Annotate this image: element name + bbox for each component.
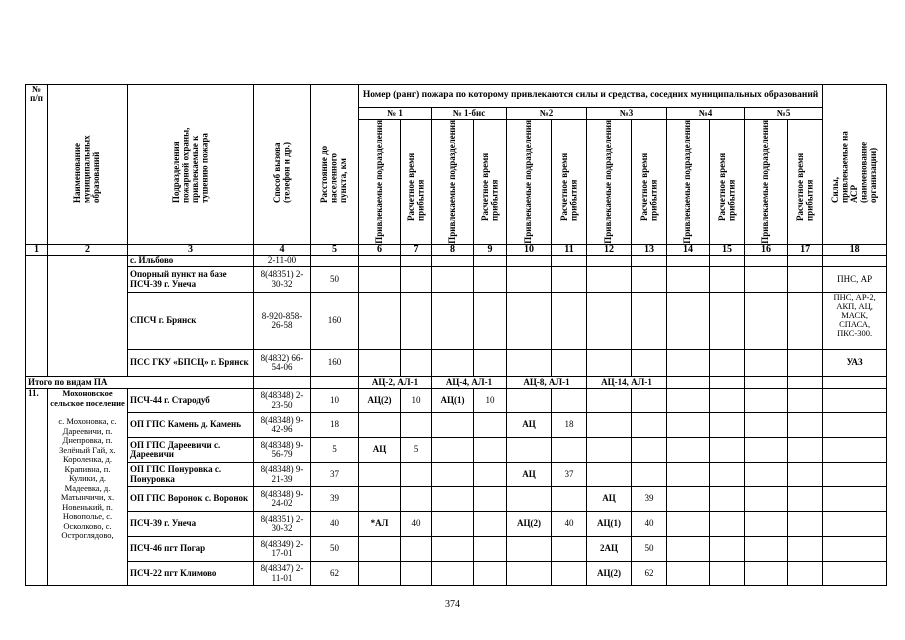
table-cell <box>507 389 552 413</box>
table-cell <box>432 293 474 350</box>
table-row <box>26 537 887 562</box>
table-cell <box>788 487 823 512</box>
table-cell: 11 <box>552 244 587 256</box>
table-cell <box>632 413 667 438</box>
table-cell <box>474 267 507 293</box>
table-cell <box>710 562 745 586</box>
table-cell <box>587 293 632 350</box>
table-cell: АЦ <box>507 463 552 487</box>
page-number: 374 <box>445 599 460 610</box>
table-row <box>26 256 887 267</box>
table-cell: ПСЧ-46 пгт Погар <box>128 537 254 562</box>
table-cell: 40 <box>401 512 432 537</box>
table-cell <box>667 389 710 413</box>
table-cell <box>788 293 823 350</box>
table-row <box>26 389 887 413</box>
table-cell <box>432 413 474 438</box>
table-cell: 18 <box>311 413 359 438</box>
table-cell: 37 <box>552 463 587 487</box>
table-cell <box>474 256 507 267</box>
table-cell <box>823 413 887 438</box>
table-cell: АЦ(1) <box>432 389 474 413</box>
table-cell <box>587 350 632 377</box>
table-cell <box>432 256 474 267</box>
table-cell: 8(48349) 2-17-01 <box>254 537 311 562</box>
table-cell <box>745 377 788 389</box>
table-row <box>26 463 887 487</box>
table-cell: 13 <box>632 244 667 256</box>
table-cell: ПСЧ-44 г. Стародуб <box>128 389 254 413</box>
table-cell <box>311 377 359 389</box>
table-cell: ПНС, АР <box>823 267 887 293</box>
table-cell: 8(48348) 9-56-79 <box>254 438 311 463</box>
table-cell <box>667 537 710 562</box>
table-cell: 15 <box>710 244 745 256</box>
table-cell <box>667 562 710 586</box>
table-cell: АЦ-2, АЛ-1 <box>359 377 432 389</box>
table-cell <box>507 487 552 512</box>
table-cell <box>552 438 587 463</box>
table-cell <box>667 267 710 293</box>
table-cell: 12 <box>587 244 632 256</box>
table-cell: АЦ(2) <box>587 562 632 586</box>
table-cell <box>474 512 507 537</box>
header-distance: Расстояние до населенного пункта, км <box>311 85 359 245</box>
table-cell <box>788 562 823 586</box>
header-num: № п/п <box>26 85 48 245</box>
table-cell <box>745 413 788 438</box>
table-cell <box>552 350 587 377</box>
table-cell <box>710 389 745 413</box>
table-cell <box>788 350 823 377</box>
table-cell: 50 <box>632 537 667 562</box>
table-cell <box>710 438 745 463</box>
table-cell: Итого по видам ПА <box>26 377 254 389</box>
sub-time-1: Расчетное время прибытия <box>401 120 432 245</box>
row-number: 11. <box>26 389 48 586</box>
table-cell <box>632 256 667 267</box>
table-cell <box>432 512 474 537</box>
table-row <box>26 487 887 512</box>
table-cell: 40 <box>311 512 359 537</box>
table-cell: ОП ГПС Воронок с. Воронок <box>128 487 254 512</box>
table-cell: 8(48348) 9-24-02 <box>254 487 311 512</box>
table-cell <box>788 512 823 537</box>
table-cell <box>823 389 887 413</box>
table-cell <box>632 293 667 350</box>
table-cell <box>823 256 887 267</box>
table-cell <box>359 256 401 267</box>
table-cell <box>507 438 552 463</box>
table-cell <box>507 293 552 350</box>
table-cell: 8(48348) 9-21-39 <box>254 463 311 487</box>
table-cell: АЦ-14, АЛ-1 <box>587 377 667 389</box>
header-rank-title: Номер (ранг) пожара по которому привлекаются силы и средства, соседних муниципальных образований <box>359 85 823 108</box>
table-cell <box>710 537 745 562</box>
header-municipality: Наименование муниципальных образований <box>48 85 128 245</box>
header-units: Подразделения пожарной охраны, привлекаемые к тушению пожара <box>128 85 254 245</box>
table-cell: 17 <box>788 244 823 256</box>
table-cell: 5 <box>311 438 359 463</box>
table-cell: *АЛ <box>359 512 401 537</box>
table-cell <box>745 562 788 586</box>
table-cell <box>432 267 474 293</box>
header-call: Способ вызова (телефон и др.) <box>254 85 311 245</box>
table-cell <box>432 463 474 487</box>
table-cell: 160 <box>311 350 359 377</box>
table-cell: 5 <box>311 244 359 256</box>
table-cell: АЦ(1) <box>587 512 632 537</box>
table-cell <box>632 267 667 293</box>
table-cell <box>474 438 507 463</box>
table-cell: СПСЧ г. Брянск <box>128 293 254 350</box>
table-cell: АЦ-4, АЛ-1 <box>432 377 507 389</box>
table-cell <box>667 293 710 350</box>
table-cell <box>474 487 507 512</box>
table-cell <box>552 562 587 586</box>
table-cell <box>745 267 788 293</box>
table-cell <box>745 256 788 267</box>
table-cell <box>823 537 887 562</box>
table-cell: АЦ <box>507 413 552 438</box>
table-cell <box>401 487 432 512</box>
totals-row <box>26 377 887 389</box>
table-cell: 14 <box>667 244 710 256</box>
table-cell <box>552 389 587 413</box>
table-cell <box>667 463 710 487</box>
table-cell: АЦ-8, АЛ-1 <box>507 377 587 389</box>
table-cell <box>587 413 632 438</box>
table-cell <box>745 350 788 377</box>
table-cell: ПСЧ-39 г. Унеча <box>128 512 254 537</box>
table-cell: 10 <box>311 389 359 413</box>
table-cell: АЦ <box>359 438 401 463</box>
table-cell <box>823 562 887 586</box>
table-cell <box>359 350 401 377</box>
table-cell <box>823 512 887 537</box>
table-cell: 10 <box>507 244 552 256</box>
table-cell <box>587 267 632 293</box>
table-cell <box>507 537 552 562</box>
table-cell <box>788 413 823 438</box>
table-cell <box>745 537 788 562</box>
table-cell <box>710 487 745 512</box>
sub-units-2: Привлекаемые подразделения <box>507 120 552 245</box>
table-cell: АЦ(2) <box>359 389 401 413</box>
table-cell <box>507 267 552 293</box>
table-cell: 50 <box>311 537 359 562</box>
table-row <box>26 267 887 293</box>
table-cell <box>359 537 401 562</box>
table-cell: 50 <box>311 267 359 293</box>
table-cell <box>507 350 552 377</box>
table-cell <box>474 293 507 350</box>
table-cell <box>710 293 745 350</box>
table-cell <box>401 537 432 562</box>
table-cell <box>552 293 587 350</box>
table-cell: 8(48348) 2-23-50 <box>254 389 311 413</box>
rank-4: №4 <box>667 108 745 120</box>
table-cell <box>745 463 788 487</box>
table-row <box>26 438 887 463</box>
table-cell <box>587 389 632 413</box>
table-cell <box>401 350 432 377</box>
table-cell: 8(48351) 2-30-32 <box>254 267 311 293</box>
sub-time-4: Расчетное время прибытия <box>710 120 745 245</box>
table-cell <box>254 377 311 389</box>
table-cell: 8(48347) 2-11-01 <box>254 562 311 586</box>
table-cell <box>745 487 788 512</box>
table-cell <box>474 537 507 562</box>
table-cell: 39 <box>632 487 667 512</box>
table-cell <box>632 350 667 377</box>
table-cell: 1 <box>26 244 48 256</box>
sub-units-5: Привлекаемые подразделения <box>745 120 788 245</box>
table-cell <box>401 463 432 487</box>
table-cell: АЦ(2) <box>507 512 552 537</box>
table-cell <box>48 256 128 377</box>
table-cell <box>710 350 745 377</box>
table-cell: ОП ГПС Дареевичи с. Дареевичи <box>128 438 254 463</box>
table-cell <box>667 487 710 512</box>
table-row <box>26 293 887 350</box>
table-cell <box>359 463 401 487</box>
table-cell: ОП ГПС Камень д. Камень <box>128 413 254 438</box>
table-cell <box>667 377 710 389</box>
table-cell <box>823 463 887 487</box>
table-cell: 40 <box>552 512 587 537</box>
table-cell <box>552 487 587 512</box>
table-cell <box>432 562 474 586</box>
column-numbers-row <box>26 244 887 256</box>
table-cell: 9 <box>474 244 507 256</box>
table-cell <box>788 267 823 293</box>
table-cell: ПСЧ-22 пгт Климово <box>128 562 254 586</box>
table-cell <box>401 413 432 438</box>
sub-units-1bis: Привлекаемые подразделения <box>432 120 474 245</box>
rank-2: №2 <box>507 108 587 120</box>
table-cell <box>788 463 823 487</box>
table-cell: УАЗ <box>823 350 887 377</box>
municipality-cell: Мохоновское сельское поселение с. Мохоновка, с. Дареевичи, п. Днепровка, п. Зелёный Гай, х. Короленка, д. Крапивна, п. Кулики, д. Мадеевка, д. Матынчичи, х. Новенький, п. Новополье, с. Осколково, с. Остроглядово, <box>48 389 128 586</box>
table-cell <box>667 512 710 537</box>
sub-time-2: Расчетное время прибытия <box>552 120 587 245</box>
table-cell <box>474 463 507 487</box>
table-cell <box>788 389 823 413</box>
rank-1: № 1 <box>359 108 432 120</box>
table-cell: Опорный пункт на базе ПСЧ-39 г. Унеча <box>128 267 254 293</box>
table-cell <box>26 256 48 377</box>
table-cell <box>823 377 887 389</box>
table-cell <box>710 413 745 438</box>
fire-forces-table <box>25 84 887 586</box>
table-cell: 62 <box>632 562 667 586</box>
table-cell: ПСС ГКУ «БПСЦ» г. Брянск <box>128 350 254 377</box>
table-cell <box>432 438 474 463</box>
table-cell: 5 <box>401 438 432 463</box>
table-cell <box>401 562 432 586</box>
table-cell <box>710 256 745 267</box>
rank-3: №3 <box>587 108 667 120</box>
table-cell <box>587 463 632 487</box>
table-cell: 8-920-858-26-58 <box>254 293 311 350</box>
rank-1-bis: № 1-бис <box>432 108 507 120</box>
table-cell: 16 <box>745 244 788 256</box>
table-cell: 3 <box>128 244 254 256</box>
sub-time-5: Расчетное время прибытия <box>788 120 823 245</box>
table-row <box>26 413 887 438</box>
table-cell: ОП ГПС Понуровка с. Понуровка <box>128 463 254 487</box>
table-cell: 18 <box>552 413 587 438</box>
table-cell <box>507 256 552 267</box>
table-cell <box>667 350 710 377</box>
table-cell <box>632 463 667 487</box>
header-asr: Силы, привлекаемые на АСР (наименование организации) <box>823 85 887 245</box>
table-cell <box>788 256 823 267</box>
table-cell: 39 <box>311 487 359 512</box>
table-cell <box>474 350 507 377</box>
table-cell <box>788 438 823 463</box>
table-cell <box>587 256 632 267</box>
table-cell <box>359 293 401 350</box>
table-cell: 4 <box>254 244 311 256</box>
table-cell: ПНС, АР-2, АКП, АЦ, МАСК, СПАСА, ПКС-300. <box>823 293 887 350</box>
table-cell <box>359 487 401 512</box>
table-cell <box>745 389 788 413</box>
table-row <box>26 350 887 377</box>
table-cell <box>432 350 474 377</box>
table-cell: 8(4832) 66-54-06 <box>254 350 311 377</box>
table-cell <box>667 256 710 267</box>
table-cell <box>311 256 359 267</box>
table-cell <box>788 377 823 389</box>
table-cell <box>710 267 745 293</box>
rank-5: №5 <box>745 108 823 120</box>
table-cell <box>401 256 432 267</box>
table-cell <box>401 267 432 293</box>
table-cell: 37 <box>311 463 359 487</box>
table-cell: 10 <box>474 389 507 413</box>
table-cell <box>552 267 587 293</box>
table-cell: 62 <box>311 562 359 586</box>
sub-units-1: Привлекаемые подразделения <box>359 120 401 245</box>
table-cell <box>710 512 745 537</box>
table-cell <box>667 438 710 463</box>
table-cell <box>507 562 552 586</box>
table-cell <box>587 438 632 463</box>
table-row <box>26 562 887 586</box>
table-cell <box>359 413 401 438</box>
table-cell <box>432 537 474 562</box>
table-cell <box>823 487 887 512</box>
sub-time-1bis: Расчетное время прибытия <box>474 120 507 245</box>
table-cell <box>710 463 745 487</box>
table-cell: 6 <box>359 244 401 256</box>
table-cell: с. Ильбово <box>128 256 254 267</box>
table-cell <box>788 537 823 562</box>
table-row <box>26 512 887 537</box>
sub-time-3: Расчетное время прибытия <box>632 120 667 245</box>
table-cell: 8 <box>432 244 474 256</box>
table-cell <box>745 512 788 537</box>
table-cell <box>359 562 401 586</box>
table-cell: 8(48351) 2-30-32 <box>254 512 311 537</box>
table-cell: 2-11-00 <box>254 256 311 267</box>
table-cell: 2АЦ <box>587 537 632 562</box>
table-cell: 7 <box>401 244 432 256</box>
table-cell: 2 <box>48 244 128 256</box>
table-cell: 18 <box>823 244 887 256</box>
sub-units-3: Привлекаемые подразделения <box>587 120 632 245</box>
table-cell: 10 <box>401 389 432 413</box>
table-cell <box>359 267 401 293</box>
table-cell <box>632 438 667 463</box>
table-cell: АЦ <box>587 487 632 512</box>
table-cell <box>474 413 507 438</box>
table-cell <box>710 377 745 389</box>
table-cell: 40 <box>632 512 667 537</box>
sub-units-4: Привлекаемые подразделения <box>667 120 710 245</box>
table-cell <box>745 293 788 350</box>
table-cell <box>552 256 587 267</box>
table-cell <box>552 537 587 562</box>
table-cell <box>432 487 474 512</box>
table-cell <box>401 293 432 350</box>
table-cell: 8(48348) 9-42-96 <box>254 413 311 438</box>
table-cell <box>474 562 507 586</box>
table-cell <box>745 438 788 463</box>
table-cell <box>632 389 667 413</box>
table-cell: 160 <box>311 293 359 350</box>
table-cell <box>667 413 710 438</box>
table-cell <box>823 438 887 463</box>
